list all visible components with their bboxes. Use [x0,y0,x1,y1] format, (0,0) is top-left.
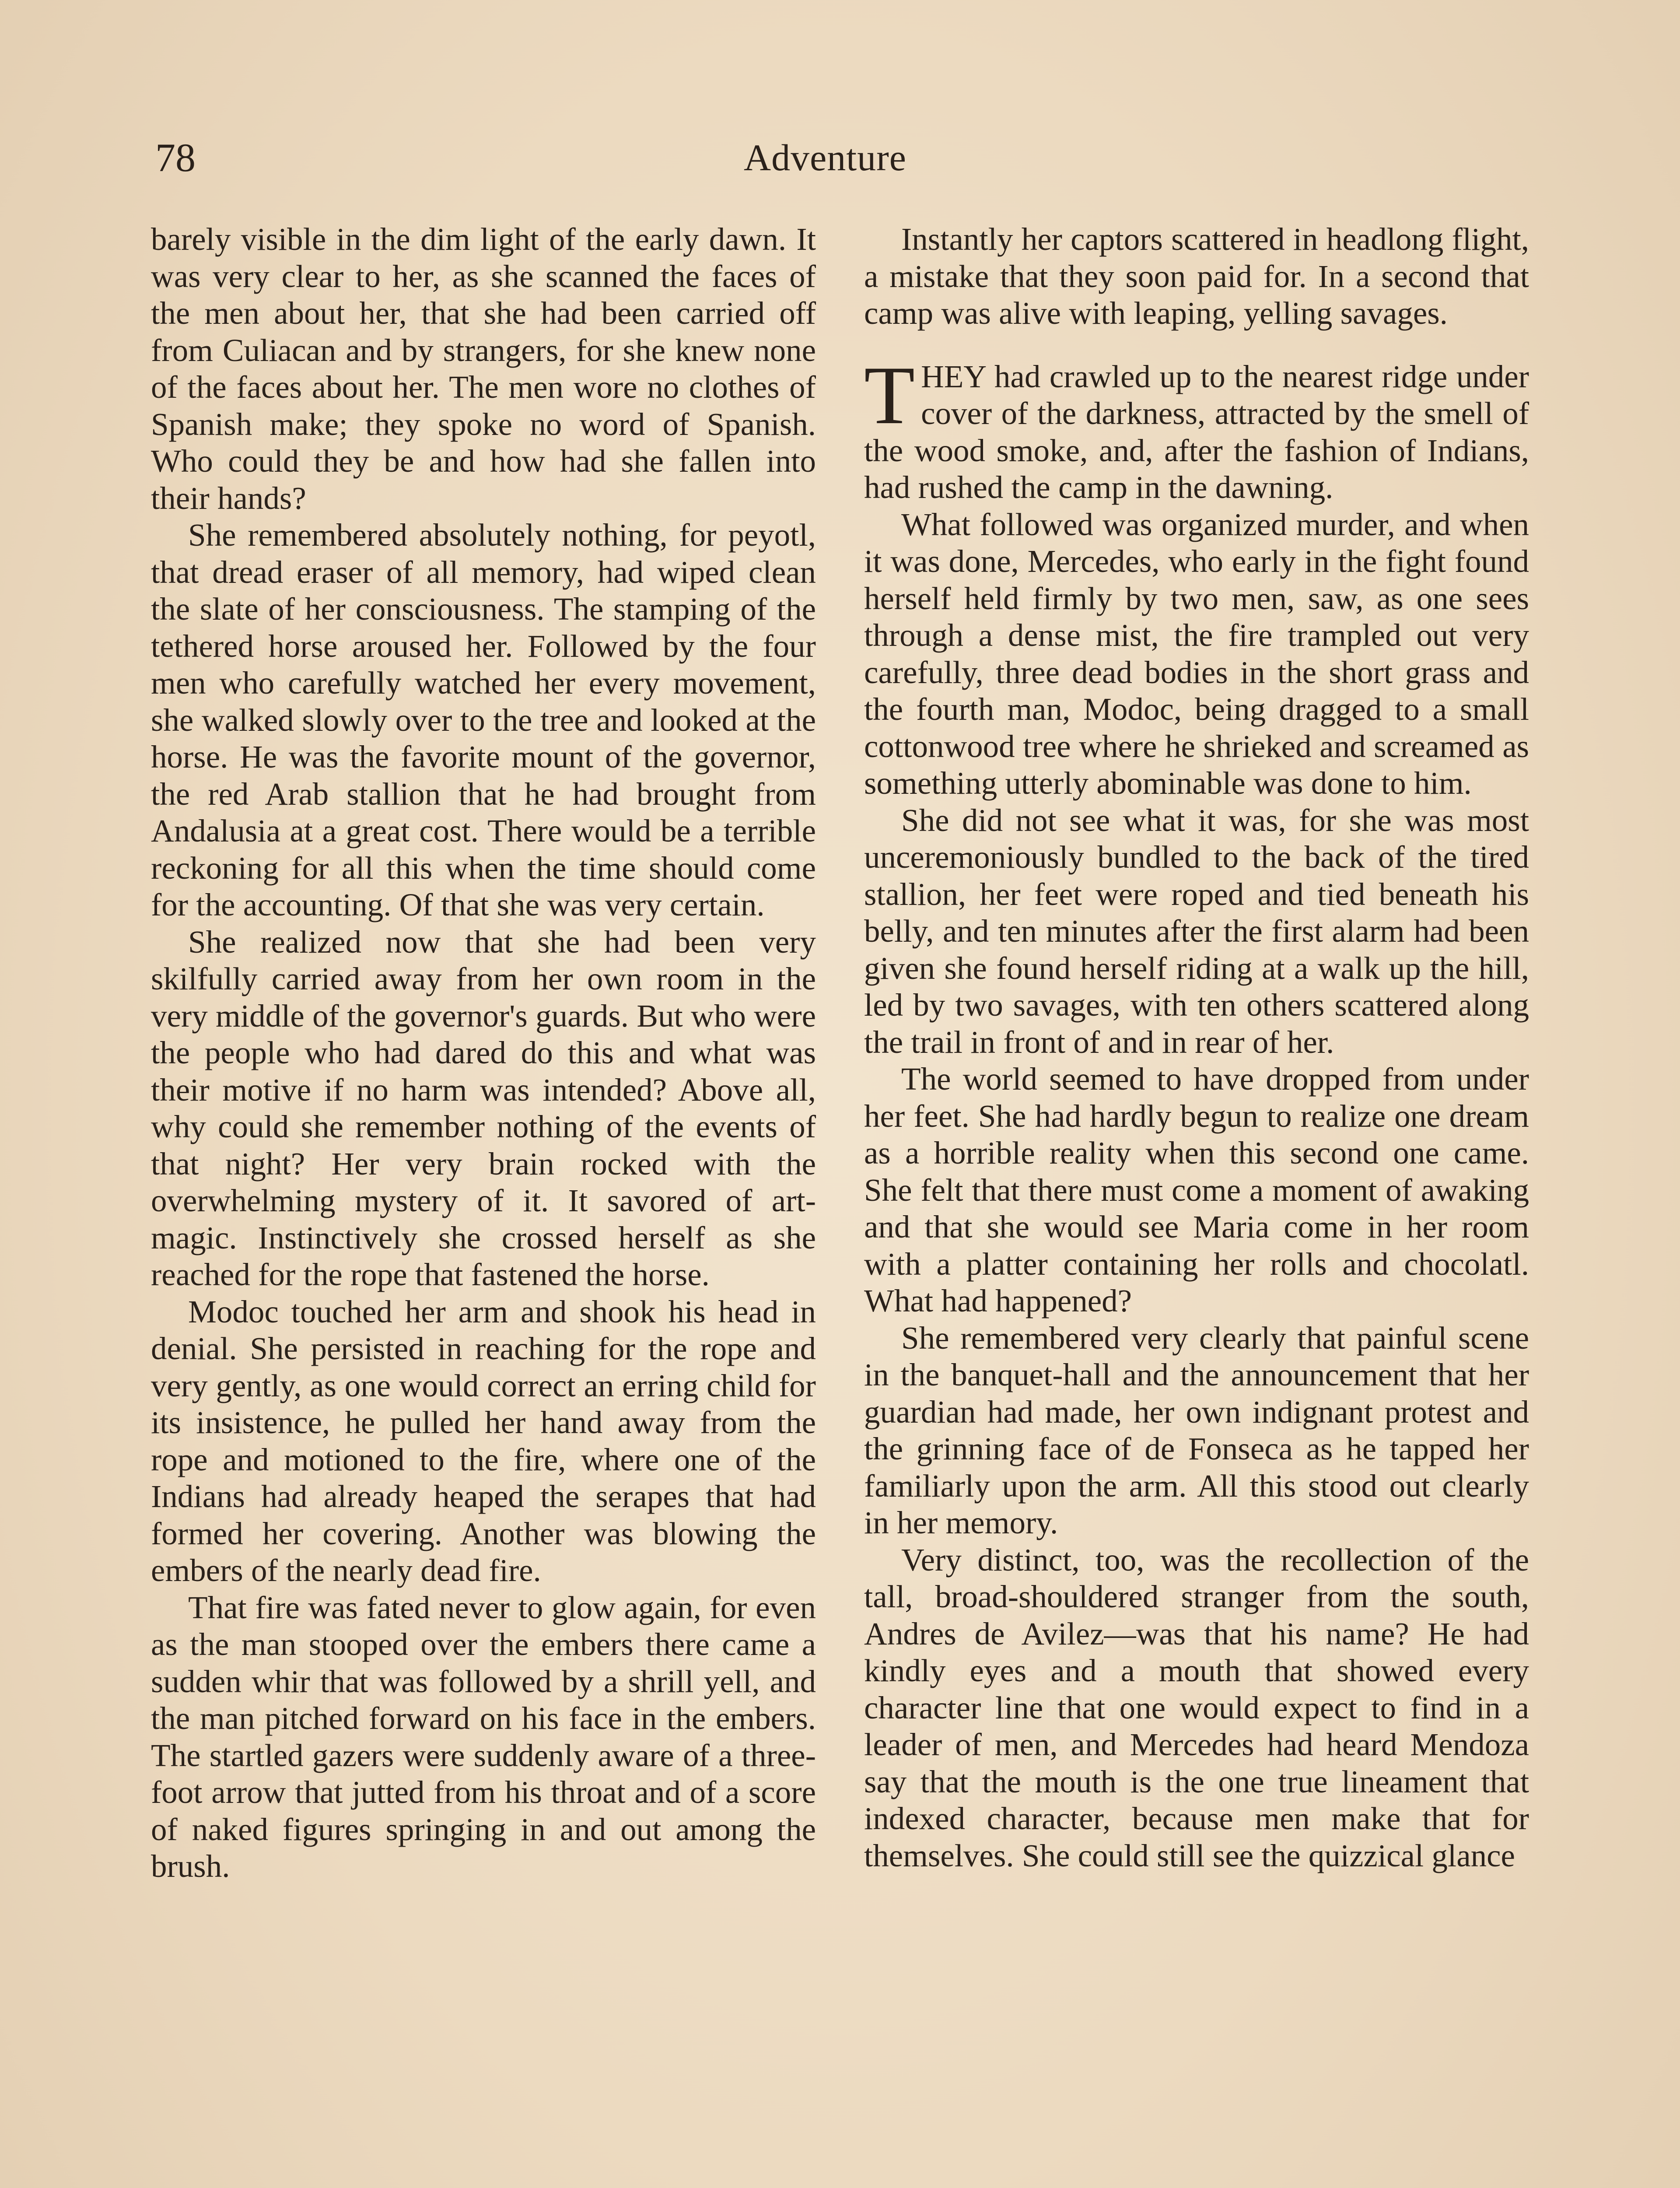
paragraph: She remembered absolutely nothing, for peyotl, that dread eraser of all memory, had wiped clean the slate of her consciousness. The stamping of the tethered horse aroused her. Followed by the four men who carefully watched her every movement, she walked slowly over to the tree and looked at the horse. He was the favorite mount of the governor, the red Arab stallion that he had brought from Andalusia at a great cost. There would be a terrible reckoning for all this when the time should come for the accounting. Of that she was very certain. [151,517,816,922]
paragraph-text: HEY had crawled up to the nearest ridge under cover of the darkness, attracted by the smell of the wood smoke, and, after the fashion of Indians, had rushed the camp in the dawning. [864,358,1529,505]
page-number: 78 [155,135,196,180]
paragraph: Instantly her captors scattered in headlong flight, a mistake that they soon paid for. In a second that camp was alive with leaping, yelling savages. [864,221,1529,331]
page-header [0,131,1680,184]
paragraph: Very distinct, too, was the recollection of the tall, broad-shouldered stranger from the south, Andres de Avilez—was that his name? He had kindly eyes and a mouth that showed every character line that one would expect to find in a leader of men, and Mercedes had heard Mendoza say that the mouth is the one true lineament that indexed character, because men make that for themselves. She could still see the quizzical glance [864,1542,1529,1873]
paragraph: She did not see what it was, for she was most unceremoniously bundled to the back of the tired stallion, her feet were roped and tied beneath his belly, and ten minutes after the first alarm had been given she found herself riding at a walk up the hill, led by two savages, with ten others scattered along the trail in front of and in rear of her. [864,802,1529,1060]
section-start-paragraph [864,349,1529,506]
drop-cap: T [864,349,915,442]
paragraph: She remembered very clearly that painful scene in the banquet-hall and the announcement that her guardian had made, her own indignant protest and the grinning face of de Fonseca as he tapped her familiarly upon the arm. All this stood out clearly in her memory. [864,1320,1529,1540]
running-title: Adventure [744,137,906,179]
left-column [151,221,816,1885]
paragraph: That fire was fated never to glow again, for even as the man stooped over the embers there came a sudden whir that was followed by a shrill yell, and the man pitched forward on his face in the embers. The startled gazers were suddenly aware of a three-foot arrow that jutted from his throat and of a score of naked figures springing in and out among the brush. [151,1589,816,1884]
paragraph: barely visible in the dim light of the early dawn. It was very clear to her, as she scanned the faces of the men about her, that she had been carried off from Culiacan and by strangers, for she knew none of the faces about her. The men wore no clothes of Spanish make; they spoke no word of Spanish. Who could they be and how had she fallen into their hands? [151,221,816,516]
right-column [864,221,1529,1874]
paragraph: She realized now that she had been very skilfully carried away from her own room in the very middle of the governor's guards. But who were the people who had dared do this and what was their motive if no harm was intended? Above all, why could she remember nothing of the events of that night? Her very brain rocked with the overwhelming mystery of it. It savored of art-magic. Instinctively she crossed herself as she reached for the rope that fastened the horse. [151,924,816,1292]
paragraph: Modoc touched her arm and shook his head in denial. She persisted in reaching for the rope and very gently, as one would correct an erring child for its insistence, he pulled her hand away from the rope and motioned to the fire, where one of the Indians had already heaped the serapes that had formed her covering. Another was blowing the embers of the nearly dead fire. [151,1294,816,1588]
paragraph: What followed was organized murder, and when it was done, Mercedes, who early in the fight found herself held firmly by two men, saw, as one sees through a dense mist, the fire trampled out very carefully, three dead bodies in the short grass and the fourth man, Modoc, being dragged to a small cottonwood tree where he shrieked and screamed as something utterly abominable was done to him. [864,506,1529,801]
paragraph: The world seemed to have dropped from under her feet. She had hardly begun to realize one dream as a horrible reality when this second one came. She felt that there must come a moment of awaking and that she would see Maria come in her room with a platter containing her rolls and chocolatl. What had happened? [864,1061,1529,1318]
